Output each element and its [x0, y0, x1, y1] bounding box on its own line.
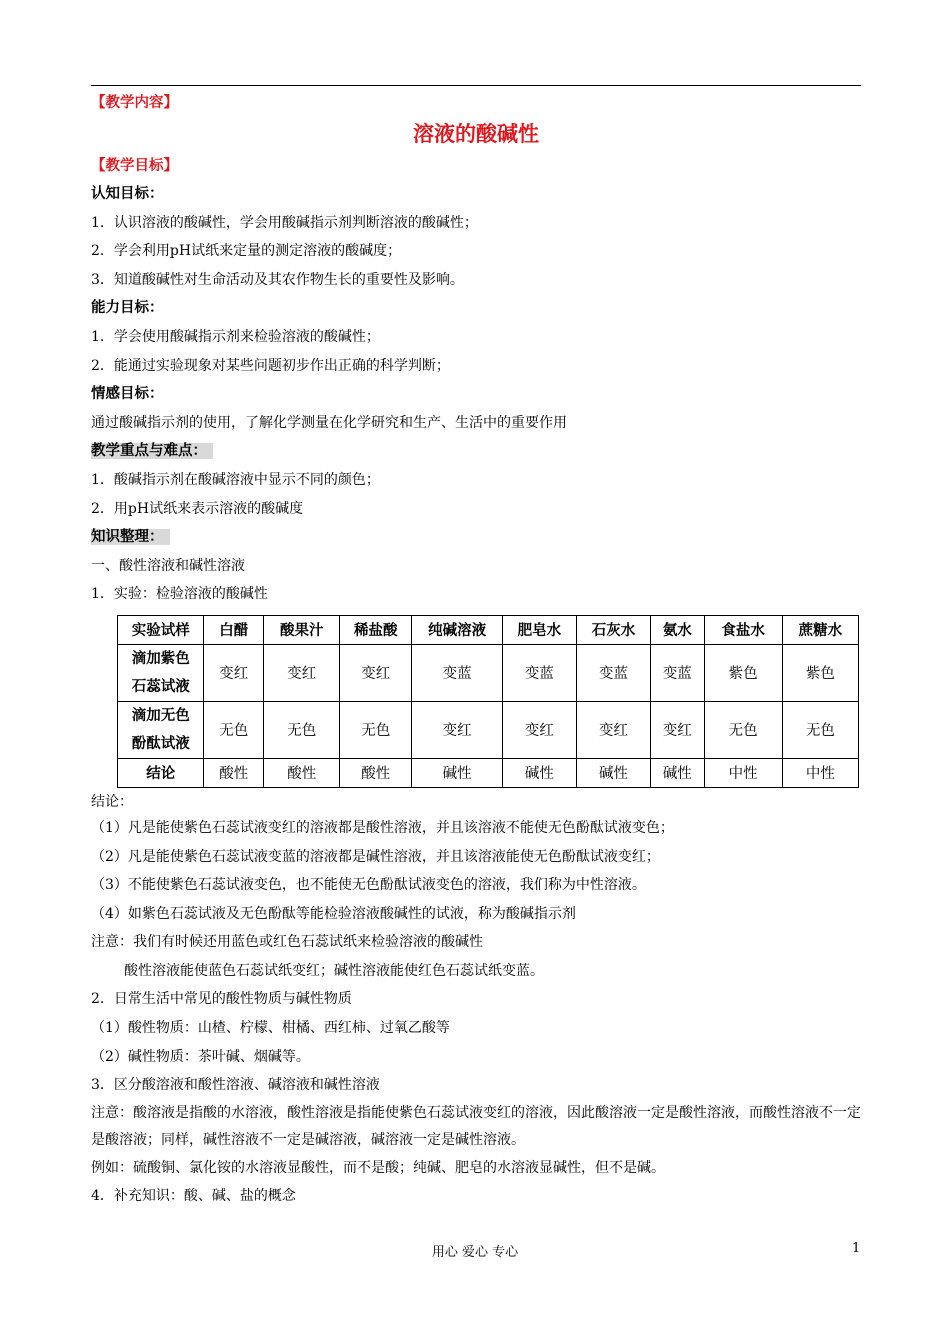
conclusion-item: （4）如紫色石蕊试液及无色酚酞等能检验溶液酸碱性的试液，称为酸碱指示剂: [91, 905, 576, 922]
row-head-litmus: 滴加紫色 石蕊试液: [118, 644, 204, 701]
key-point-item: 1．酸碱指示剂在酸碱溶液中显示不同的颜色；: [91, 471, 380, 488]
section-heading: 4．补充知识：酸、碱、盐的概念: [91, 1188, 296, 1205]
table-cell: 变红: [412, 701, 503, 758]
table-cell: 碱性: [412, 758, 503, 787]
table-cell: 紫色: [704, 644, 782, 701]
ability-item: 2．能通过实验现象对某些问题初步作出正确的科学判断；: [91, 357, 450, 374]
table-cell: 变红: [264, 644, 340, 701]
emotion-item: 通过酸碱指示剂的使用，了解化学测量在化学研究和生产、生活中的重要作用: [91, 414, 567, 431]
cognitive-item: 1．认识溶液的酸碱性，学会用酸碱指示剂判断溶液的酸碱性；: [91, 214, 478, 231]
key-points-heading: 教学重点与难点：: [91, 443, 213, 459]
conclusion-label: 结论：: [91, 793, 133, 810]
note-litmus-detail: 酸性溶液能使蓝色石蕊试纸变红；碱性溶液能使红色石蕊试纸变蓝。: [124, 962, 544, 979]
table-header-cell: 肥皂水: [502, 615, 576, 644]
table-cell: 无色: [704, 701, 782, 758]
table-cell: 变红: [502, 701, 576, 758]
table-cell: 紫色: [782, 644, 858, 701]
experiment-table: [117, 615, 859, 788]
row-head-phenolphthalein: 滴加无色 酚酞试液: [118, 701, 204, 758]
section-heading: 3．区分酸溶液和酸性溶液、碱溶液和碱性溶液: [91, 1077, 380, 1094]
table-cell: 变红: [204, 644, 264, 701]
row-head-conclusion: 结论: [118, 758, 204, 787]
note-acid-vs-acidic: 注意：酸溶液是指酸的水溶液，酸性溶液是指能使紫色石蕊试液变红的溶液，因此酸溶液一定是酸性溶液，而酸性溶液不一定是酸溶液；同样，碱性溶液不一定是碱溶液，碱溶液一定是碱性溶液。: [91, 1104, 861, 1148]
table-cell: 变蓝: [502, 644, 576, 701]
conclusion-item: （1）凡是能使紫色石蕊试液变红的溶液都是酸性溶液，并且该溶液不能使无色酚酞试液变色；: [91, 819, 674, 836]
knowledge-heading: 知识整理：: [91, 529, 170, 545]
conclusion-item: （3）不能使紫色石蕊试液变色，也不能使无色酚酞试液变色的溶液，我们称为中性溶液。: [91, 877, 646, 894]
section-heading: 2．日常生活中常见的酸性物质与碱性物质: [91, 991, 352, 1008]
table-header-cell: 白醋: [204, 615, 264, 644]
table-header-cell: 蔗糖水: [782, 615, 858, 644]
ability-item: 1．学会使用酸碱指示剂来检验溶液的酸碱性；: [91, 328, 380, 345]
table-header-cell: 食盐水: [704, 615, 782, 644]
table-row: [118, 701, 859, 758]
table-cell: 变蓝: [412, 644, 503, 701]
section-heading: 一、酸性溶液和碱性溶液: [91, 557, 245, 574]
table-header-cell: 酸果汁: [264, 615, 340, 644]
table-cell: 酸性: [264, 758, 340, 787]
table-header-row: [118, 615, 859, 644]
table-cell: 碱性: [651, 758, 705, 787]
table-cell: 碱性: [576, 758, 650, 787]
emotion-heading: 情感目标：: [91, 386, 164, 403]
ability-heading: 能力目标：: [91, 300, 164, 317]
table-cell: 无色: [264, 701, 340, 758]
note-litmus-paper: 注意：我们有时候还用蓝色或红色石蕊试纸来检验溶液的酸碱性: [91, 934, 483, 951]
table-cell: 中性: [704, 758, 782, 787]
cognitive-item: 3．知道酸碱性对生命活动及其农作物生长的重要性及影响。: [91, 271, 464, 288]
table-header-cell: 氨水: [651, 615, 705, 644]
table-cell: 酸性: [204, 758, 264, 787]
page-number: 1: [852, 1241, 861, 1256]
table-header-cell: 石灰水: [576, 615, 650, 644]
experiment-title: 1．实验：检验溶液的酸碱性: [91, 586, 268, 603]
key-point-item: 2．用pH试纸来表示溶液的酸碱度: [91, 500, 304, 517]
table-cell: 无色: [204, 701, 264, 758]
table-cell: 变红: [576, 701, 650, 758]
table-cell: 变蓝: [576, 644, 650, 701]
table-header-cell: 稀盐酸: [340, 615, 412, 644]
table-cell: 变蓝: [651, 644, 705, 701]
table-row: [118, 644, 859, 701]
table-cell: 变红: [340, 644, 412, 701]
conclusion-item: （2）凡是能使紫色石蕊试液变蓝的溶液都是碱性溶液，并且该溶液能使无色酚酞试液变红；: [91, 848, 660, 865]
cognitive-heading: 认知目标：: [91, 186, 164, 202]
acidic-substances: （1）酸性物质：山楂、柠檬、柑橘、西红柿、过氧乙酸等: [91, 1020, 450, 1037]
table-header-cell: 实验试样: [118, 615, 204, 644]
table-cell: 变红: [651, 701, 705, 758]
table-cell: 碱性: [502, 758, 576, 787]
example-text: 例如：硫酸铜、氯化铵的水溶液显酸性，而不是酸；纯碱、肥皂的水溶液显碱性，但不是碱。: [91, 1159, 665, 1176]
table-cell: 无色: [340, 701, 412, 758]
table-cell: 无色: [782, 701, 858, 758]
section-tag: 【教学内容】: [91, 95, 178, 111]
header-rule: [91, 85, 861, 86]
document-page: [91, 92, 861, 1211]
cognitive-item: 2．学会利用pH试纸来定量的测定溶液的酸碱度；: [91, 243, 402, 260]
table-cell: 酸性: [340, 758, 412, 787]
footer-motto: 用心 爱心 专心: [431, 1245, 519, 1260]
page-title: 溶液的酸碱性: [413, 122, 539, 146]
table-cell: 中性: [782, 758, 858, 787]
basic-substances: （2）碱性物质：茶叶碱、烟碱等。: [91, 1048, 310, 1065]
table-header-cell: 纯碱溶液: [412, 615, 503, 644]
objectives-tag: 【教学目标】: [91, 158, 178, 174]
table-row: [118, 758, 859, 787]
